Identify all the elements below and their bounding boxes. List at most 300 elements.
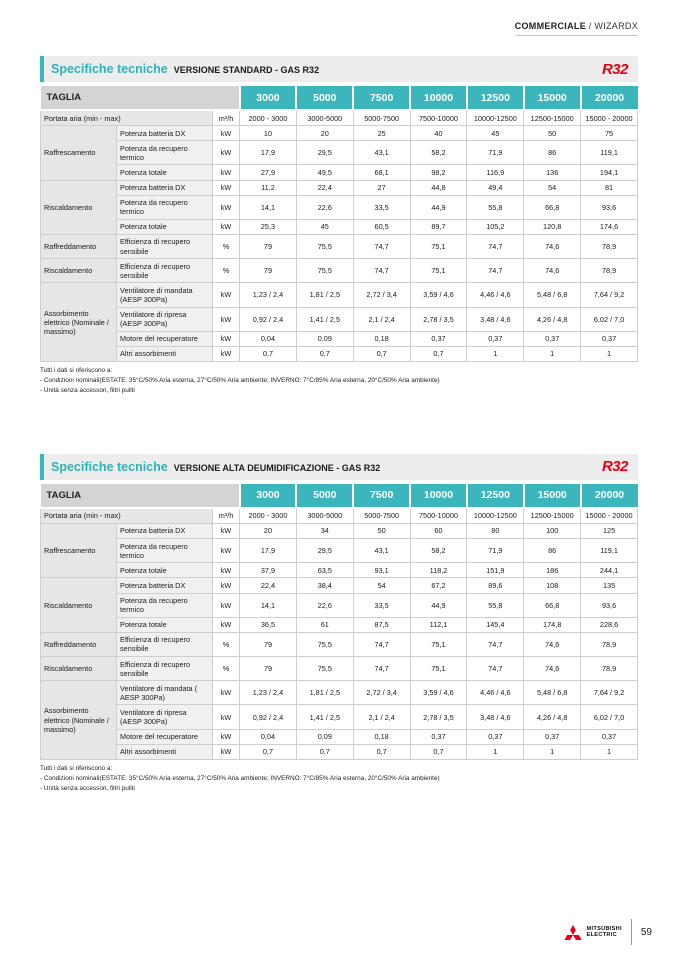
spec-value: 2,78 / 3,5 xyxy=(410,705,467,729)
logo-wordmark xyxy=(587,926,622,939)
spec-value: 74,6 xyxy=(524,259,581,283)
row-group-label: Assorbimento elettrico (Nominale / massimo) xyxy=(41,681,117,760)
spec-value: 78,9 xyxy=(581,632,638,656)
spec-value: 118,2 xyxy=(410,563,467,578)
spec-value: 3000-5000 xyxy=(296,110,353,126)
spec-value: 2,1 / 2,4 xyxy=(353,705,410,729)
spec-value: 75 xyxy=(581,126,638,141)
row-unit: kW xyxy=(213,307,240,331)
row-label: Portata aria (min - max) xyxy=(41,508,213,524)
spec-value: 74,7 xyxy=(353,632,410,656)
spec-value: 1 xyxy=(581,346,638,361)
spec-value: 4,26 / 4,8 xyxy=(524,307,581,331)
spec-value: 174,8 xyxy=(524,617,581,632)
spec-value: 15000 - 20000 xyxy=(581,508,638,524)
spec-value: 174,6 xyxy=(581,219,638,234)
spec-value: 2000 - 3000 xyxy=(240,110,297,126)
row-unit: kW xyxy=(213,126,240,141)
mitsubishi-electric-logo xyxy=(563,925,622,940)
spec-value: 0,7 xyxy=(410,346,467,361)
table-row xyxy=(41,234,638,258)
spec-value: 58,2 xyxy=(410,141,467,165)
row-unit: kW xyxy=(213,617,240,632)
spec-value: 10000-12500 xyxy=(467,508,524,524)
spec-value: 12500-15000 xyxy=(524,508,581,524)
spec-section-standard xyxy=(40,56,638,396)
spec-value: 89,6 xyxy=(467,578,524,593)
spec-value: 11,2 xyxy=(240,180,297,195)
row-unit: kW xyxy=(213,346,240,361)
spec-value: 5000-7500 xyxy=(353,110,410,126)
row-unit: kW xyxy=(213,705,240,729)
spec-value: 17,9 xyxy=(240,141,297,165)
spec-value: 74,7 xyxy=(467,259,524,283)
row-param-label: Potenza totale xyxy=(117,165,213,180)
spec-value: 86 xyxy=(524,539,581,563)
breadcrumb-section: COMMERCIALE xyxy=(514,21,586,31)
spec-value: 145,4 xyxy=(467,617,524,632)
spec-value: 151,9 xyxy=(467,563,524,578)
spec-value: 71,9 xyxy=(467,539,524,563)
spec-value: 33,5 xyxy=(353,195,410,219)
spec-value: 3,48 / 4,6 xyxy=(467,705,524,729)
table-row xyxy=(41,539,638,563)
row-param-label: Potenza da recupero termico xyxy=(117,195,213,219)
spec-value: 74,6 xyxy=(524,632,581,656)
spec-value: 54 xyxy=(524,180,581,195)
spec-value: 67,2 xyxy=(410,578,467,593)
spec-value: 2,72 / 3,4 xyxy=(353,681,410,705)
spec-value: 0,09 xyxy=(296,729,353,744)
spec-value: 49,4 xyxy=(467,180,524,195)
row-group-label: Riscaldamento xyxy=(41,578,117,632)
spec-value: 0,7 xyxy=(353,744,410,759)
footnote-line: - Condizioni nominali(ESTATE: 35°C/50% Aria esterna, 27°C/50% Aria ambiente; INVERNO: 7°C/85% Aria esterna, 20°C/50% Aria ambiente) xyxy=(40,774,440,782)
row-group-label: Assorbimento elettrico (Nominale / massimo) xyxy=(41,283,117,362)
spec-value: 75,5 xyxy=(296,234,353,258)
row-param-label: Ventilatore di mandata (AESP 300Pa) xyxy=(117,283,213,307)
spec-value: 100 xyxy=(524,523,581,538)
spec-value: 74,7 xyxy=(353,234,410,258)
footnote-line: - Unità senza accessori, filtri puliti xyxy=(40,784,135,792)
footnote-line: Tutti i dati si riferiscono a: xyxy=(40,764,113,772)
footnote-line: - Unità senza accessori, filtri puliti xyxy=(40,386,135,394)
row-param-label: Ventilatore di ripresa (AESP 300Pa) xyxy=(117,307,213,331)
spec-value: 4,46 / 4,6 xyxy=(467,283,524,307)
size-header: 12500 xyxy=(467,86,524,110)
row-unit: kW xyxy=(213,539,240,563)
footnotes xyxy=(40,366,638,396)
row-unit: kW xyxy=(213,523,240,538)
spec-value: 55,8 xyxy=(467,195,524,219)
header-row xyxy=(41,86,638,110)
row-param-label: Altri assorbimenti xyxy=(117,744,213,759)
table-row xyxy=(41,165,638,180)
row-unit: % xyxy=(213,632,240,656)
size-header: 10000 xyxy=(410,484,467,508)
table-row xyxy=(41,744,638,759)
spec-value: 22,4 xyxy=(240,578,297,593)
size-header: 5000 xyxy=(296,86,353,110)
footnote-line: - Condizioni nominali(ESTATE: 35°C/50% Aria esterna, 27°C/50% Aria ambiente; INVERNO: 7°C/85% Aria esterna, 20°C/50% Aria ambiente) xyxy=(40,377,440,384)
table-row xyxy=(41,508,638,524)
row-param-label: Efficienza di recupero sensibile xyxy=(117,259,213,283)
row-param-label: Potenza batteria DX xyxy=(117,523,213,538)
table-row xyxy=(41,705,638,729)
footnotes xyxy=(40,764,638,794)
row-param-label: Efficienza di recupero sensibile xyxy=(117,657,213,681)
spec-value: 74,7 xyxy=(353,657,410,681)
table-row xyxy=(41,141,638,165)
spec-value: 43,1 xyxy=(353,539,410,563)
row-unit: % xyxy=(213,234,240,258)
spec-value: 7,64 / 9,2 xyxy=(581,681,638,705)
row-unit: kW xyxy=(213,165,240,180)
spec-value: 45 xyxy=(467,126,524,141)
page-header xyxy=(40,16,638,36)
spec-value: 55,8 xyxy=(467,593,524,617)
spec-value: 1,23 / 2,4 xyxy=(240,283,297,307)
size-header: 15000 xyxy=(524,86,581,110)
spec-value: 7,64 / 9,2 xyxy=(581,283,638,307)
row-unit: kW xyxy=(213,578,240,593)
row-group-label: Raffreddamento xyxy=(41,632,117,656)
row-group-label: Riscaldamento xyxy=(41,180,117,234)
spec-value: 38,4 xyxy=(296,578,353,593)
spec-value: 93,6 xyxy=(581,593,638,617)
spec-value: 0,18 xyxy=(353,729,410,744)
row-unit: kW xyxy=(213,563,240,578)
size-header: 3000 xyxy=(240,484,297,508)
spec-value: 78,9 xyxy=(581,657,638,681)
spec-value: 25,3 xyxy=(240,219,297,234)
spec-value: 17,9 xyxy=(240,539,297,563)
row-group-label: Raffreddamento xyxy=(41,234,117,258)
row-param-label: Ventilatore di mandata ( AESP 300Pa) xyxy=(117,681,213,705)
spec-value: 194,1 xyxy=(581,165,638,180)
row-unit: % xyxy=(213,259,240,283)
row-group-label: Raffrescamento xyxy=(41,523,117,577)
row-param-label: Motore del recuperatore xyxy=(117,331,213,346)
spec-value: 36,5 xyxy=(240,617,297,632)
spec-value: 4,46 / 4,6 xyxy=(467,681,524,705)
row-unit: m³/h xyxy=(213,110,240,126)
row-unit: kW xyxy=(213,681,240,705)
spec-value: 14,1 xyxy=(240,195,297,219)
spec-value: 125 xyxy=(581,523,638,538)
spec-value: 27 xyxy=(353,180,410,195)
size-header: 15000 xyxy=(524,484,581,508)
spec-value: 22,6 xyxy=(296,593,353,617)
spec-value: 186 xyxy=(524,563,581,578)
spec-value: 75,1 xyxy=(410,259,467,283)
table-row xyxy=(41,307,638,331)
spec-value: 108 xyxy=(524,578,581,593)
spec-value: 112,1 xyxy=(410,617,467,632)
row-unit: kW xyxy=(213,744,240,759)
spec-value: 29,5 xyxy=(296,539,353,563)
spec-value: 86 xyxy=(524,141,581,165)
size-header: 7500 xyxy=(353,484,410,508)
spec-value: 44,9 xyxy=(410,195,467,219)
table-row xyxy=(41,219,638,234)
three-diamonds-icon xyxy=(563,925,583,940)
spec-value: 0,04 xyxy=(240,729,297,744)
spec-value: 0,37 xyxy=(410,729,467,744)
spec-value: 22,6 xyxy=(296,195,353,219)
row-param-label: Potenza batteria DX xyxy=(117,578,213,593)
spec-value: 1,41 / 2,5 xyxy=(296,705,353,729)
table-row xyxy=(41,593,638,617)
spec-value: 0,37 xyxy=(581,331,638,346)
table-row xyxy=(41,126,638,141)
row-param-label: Potenza totale xyxy=(117,219,213,234)
table-row xyxy=(41,110,638,126)
spec-value: 81 xyxy=(581,180,638,195)
row-unit: kW xyxy=(213,331,240,346)
table-row xyxy=(41,259,638,283)
size-header: 12500 xyxy=(467,484,524,508)
spec-value: 0,7 xyxy=(353,346,410,361)
spec-value: 79 xyxy=(240,632,297,656)
spec-value: 1,41 / 2,5 xyxy=(296,307,353,331)
spec-value: 75,1 xyxy=(410,657,467,681)
row-param-label: Altri assorbimenti xyxy=(117,346,213,361)
spec-value: 0,37 xyxy=(524,331,581,346)
page-footer xyxy=(563,919,652,945)
spec-value: 49,5 xyxy=(296,165,353,180)
table-row xyxy=(41,729,638,744)
section-title-bar xyxy=(40,454,638,480)
spec-value: 0,7 xyxy=(410,744,467,759)
spec-value: 27,9 xyxy=(240,165,297,180)
spec-value: 228,6 xyxy=(581,617,638,632)
table-row xyxy=(41,617,638,632)
row-param-label: Potenza totale xyxy=(117,617,213,632)
spec-value: 63,5 xyxy=(296,563,353,578)
row-param-label: Potenza batteria DX xyxy=(117,126,213,141)
spec-value: 66,8 xyxy=(524,593,581,617)
spec-value: 20 xyxy=(240,523,297,538)
spec-value: 10 xyxy=(240,126,297,141)
table-row xyxy=(41,523,638,538)
spec-value: 66,8 xyxy=(524,195,581,219)
spec-value: 2000 - 3000 xyxy=(240,508,297,524)
spec-value: 74,7 xyxy=(353,259,410,283)
spec-value: 0,92 / 2,4 xyxy=(240,307,297,331)
spec-value: 0,7 xyxy=(240,346,297,361)
table-row xyxy=(41,195,638,219)
header-row xyxy=(41,484,638,508)
row-unit: kW xyxy=(213,729,240,744)
spec-value: 1 xyxy=(524,744,581,759)
row-group-label: Riscaldamento xyxy=(41,259,117,283)
spec-value: 29,5 xyxy=(296,141,353,165)
size-header: 20000 xyxy=(581,484,638,508)
spec-value: 0,7 xyxy=(240,744,297,759)
size-header: 20000 xyxy=(581,86,638,110)
row-param-label: Potenza da recupero termico xyxy=(117,539,213,563)
spec-value: 116,9 xyxy=(467,165,524,180)
r32-gas-logo: R32 xyxy=(601,458,628,476)
spec-value: 79 xyxy=(240,657,297,681)
row-param-label: Efficienza di recupero sensibile xyxy=(117,234,213,258)
spec-value: 105,2 xyxy=(467,219,524,234)
spec-value: 44,9 xyxy=(410,593,467,617)
spec-value: 71,9 xyxy=(467,141,524,165)
r32-gas-logo: R32 xyxy=(601,60,628,78)
spec-value: 74,7 xyxy=(467,657,524,681)
spec-value: 5000-7500 xyxy=(353,508,410,524)
spec-value: 15000 - 20000 xyxy=(581,110,638,126)
spec-value: 1 xyxy=(467,346,524,361)
row-unit: kW xyxy=(213,141,240,165)
spec-value: 1,81 / 2,5 xyxy=(296,283,353,307)
spec-value: 119,1 xyxy=(581,141,638,165)
spec-value: 0,37 xyxy=(410,331,467,346)
spec-value: 0,7 xyxy=(296,346,353,361)
spec-value: 0,09 xyxy=(296,331,353,346)
spec-value: 74,6 xyxy=(524,657,581,681)
spec-value: 60,5 xyxy=(353,219,410,234)
row-param-label: Potenza da recupero termico xyxy=(117,593,213,617)
breadcrumb-product: / WIZARDX xyxy=(586,21,638,31)
row-group-label: Riscaldamento xyxy=(41,657,117,681)
spec-value: 0,7 xyxy=(296,744,353,759)
footer-divider xyxy=(631,919,632,945)
spec-value: 93,6 xyxy=(581,195,638,219)
table-row xyxy=(41,632,638,656)
row-param-label: Potenza totale xyxy=(117,563,213,578)
spec-value: 3,59 / 4,6 xyxy=(410,283,467,307)
logo-line-1: MITSUBISHI xyxy=(586,925,622,932)
spec-value: 6,02 / 7,0 xyxy=(581,307,638,331)
row-unit: kW xyxy=(213,219,240,234)
spec-value: 5,48 / 6,8 xyxy=(524,681,581,705)
spec-table xyxy=(40,484,638,760)
row-unit: kW xyxy=(213,195,240,219)
row-param-label: Efficienza di recupero sensibile xyxy=(117,632,213,656)
spec-table xyxy=(40,86,638,362)
spec-value: 40 xyxy=(410,126,467,141)
table-row xyxy=(41,331,638,346)
spec-value: 80 xyxy=(467,523,524,538)
spec-value: 60 xyxy=(410,523,467,538)
spec-value: 7500-10000 xyxy=(410,508,467,524)
spec-value: 45 xyxy=(296,219,353,234)
table-row xyxy=(41,578,638,593)
spec-value: 79 xyxy=(240,234,297,258)
spec-value: 3,48 / 4,6 xyxy=(467,307,524,331)
spec-value: 54 xyxy=(353,578,410,593)
spec-value: 75,1 xyxy=(410,234,467,258)
spec-value: 33,5 xyxy=(353,593,410,617)
spec-value: 50 xyxy=(353,523,410,538)
spec-value: 0,37 xyxy=(581,729,638,744)
section-title: Specifiche tecniche xyxy=(51,62,168,76)
row-unit: kW xyxy=(213,593,240,617)
size-header: 5000 xyxy=(296,484,353,508)
section-subtitle: VERSIONE ALTA DEUMIDIFICAZIONE - GAS R32 xyxy=(173,462,381,473)
row-unit: kW xyxy=(213,283,240,307)
spec-value: 244,1 xyxy=(581,563,638,578)
spec-value: 3,59 / 4,6 xyxy=(410,681,467,705)
spec-value: 44,8 xyxy=(410,180,467,195)
spec-value: 79 xyxy=(240,259,297,283)
row-label: Portata aria (min - max) xyxy=(41,110,213,126)
row-unit: m³/h xyxy=(213,508,240,524)
spec-value: 0,37 xyxy=(524,729,581,744)
row-unit: % xyxy=(213,657,240,681)
spec-value: 4,26 / 4,8 xyxy=(524,705,581,729)
table-row xyxy=(41,283,638,307)
section-subtitle: VERSIONE STANDARD - GAS R32 xyxy=(173,65,320,75)
spec-value: 87,5 xyxy=(353,617,410,632)
row-param-label: Potenza da recupero termico xyxy=(117,141,213,165)
breadcrumb xyxy=(515,21,638,36)
taglia-header: TAGLIA xyxy=(41,484,240,508)
logo-line-2: ELECTRIC xyxy=(586,932,617,938)
row-group-label: Raffrescamento xyxy=(41,126,117,180)
row-param-label: Ventilatore di ripresa (AESP 300Pa) xyxy=(117,705,213,729)
spec-value: 34 xyxy=(296,523,353,538)
spec-value: 119,1 xyxy=(581,539,638,563)
spec-value: 0,18 xyxy=(353,331,410,346)
spec-value: 120,8 xyxy=(524,219,581,234)
spec-value: 98,2 xyxy=(410,165,467,180)
spec-value: 20 xyxy=(296,126,353,141)
spec-value: 58,2 xyxy=(410,539,467,563)
spec-value: 50 xyxy=(524,126,581,141)
row-param-label: Motore del recuperatore xyxy=(117,729,213,744)
spec-value: 7500-10000 xyxy=(410,110,467,126)
table-row xyxy=(41,657,638,681)
spec-value: 74,6 xyxy=(524,234,581,258)
spec-value: 0,37 xyxy=(467,331,524,346)
spec-value: 1 xyxy=(467,744,524,759)
spec-value: 12500-15000 xyxy=(524,110,581,126)
spec-value: 22,4 xyxy=(296,180,353,195)
spec-value: 2,1 / 2,4 xyxy=(353,307,410,331)
spec-value: 135 xyxy=(581,578,638,593)
section-title: Specifiche tecniche xyxy=(51,459,168,474)
spec-value: 2,72 / 3,4 xyxy=(353,283,410,307)
spec-value: 2,78 / 3,5 xyxy=(410,307,467,331)
spec-value: 43,1 xyxy=(353,141,410,165)
row-param-label: Potenza batteria DX xyxy=(117,180,213,195)
taglia-header: TAGLIA xyxy=(41,86,240,110)
spec-value: 89,7 xyxy=(410,219,467,234)
table-row xyxy=(41,681,638,705)
size-header: 3000 xyxy=(240,86,297,110)
table-row xyxy=(41,346,638,361)
row-unit: kW xyxy=(213,180,240,195)
spec-value: 1 xyxy=(524,346,581,361)
spec-value: 78,9 xyxy=(581,259,638,283)
table-row xyxy=(41,563,638,578)
page-number: 59 xyxy=(640,926,652,938)
spec-value: 14,1 xyxy=(240,593,297,617)
section-title-bar xyxy=(40,56,638,82)
spec-value: 6,02 / 7,0 xyxy=(581,705,638,729)
spec-value: 136 xyxy=(524,165,581,180)
spec-value: 74,7 xyxy=(467,234,524,258)
spec-value: 10000-12500 xyxy=(467,110,524,126)
spec-value: 0,92 / 2,4 xyxy=(240,705,297,729)
spec-value: 0,04 xyxy=(240,331,297,346)
spec-value: 93,1 xyxy=(353,563,410,578)
footnote-line: Tutti i dati si riferiscono a: xyxy=(40,367,113,375)
